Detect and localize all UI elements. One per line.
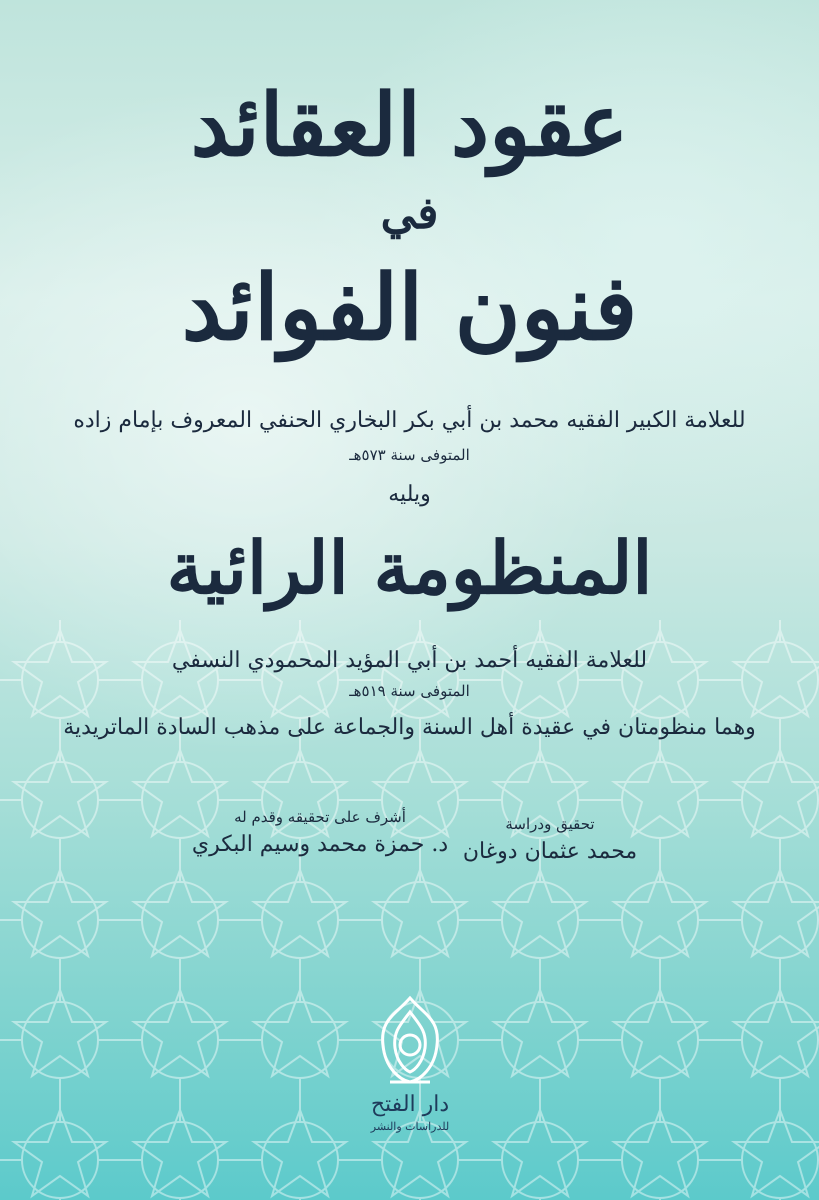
investigator-label: تحقيق ودراسة	[505, 815, 595, 833]
title-connector: في	[380, 188, 439, 239]
second-work-title: المنظومة الرائية	[166, 525, 653, 610]
publisher-tagline: للدراسات والنشر	[370, 1120, 450, 1133]
follows-label: ويليه	[388, 482, 431, 507]
publisher-name: دار الفتح	[370, 1092, 450, 1117]
second-author-line: للعلامة الفقيه أحمد بن أبي المؤيد المحمودي النسفي	[171, 648, 648, 673]
book-title-part2: فنون الفوائد	[181, 255, 638, 361]
description-line: وهما منظومتان في عقيدة أهل السنة والجماعة على مذهب السادة الماتريدية	[63, 715, 756, 740]
book-title: عقود العقائد	[190, 75, 629, 176]
publisher-emblem-icon	[355, 990, 465, 1090]
publisher-logo	[355, 990, 465, 1140]
investigator-credit	[450, 815, 650, 864]
author-line: للعلامة الكبير الفقيه محمد بن أبي بكر البخاري الحنفي المعروف بإمام زاده	[73, 408, 746, 433]
author-death-date: المتوفى سنة ٥٧٣هـ	[349, 446, 470, 464]
supervisor-name: د. حمزة محمد وسيم البكري	[191, 832, 449, 857]
second-author-death-date: المتوفى سنة ٥١٩هـ	[349, 682, 470, 700]
supervisor-credit	[190, 808, 450, 857]
investigator-name: محمد عثمان دوغان	[462, 839, 638, 864]
supervisor-label: أشرف على تحقيقه وقدم له	[234, 808, 406, 826]
